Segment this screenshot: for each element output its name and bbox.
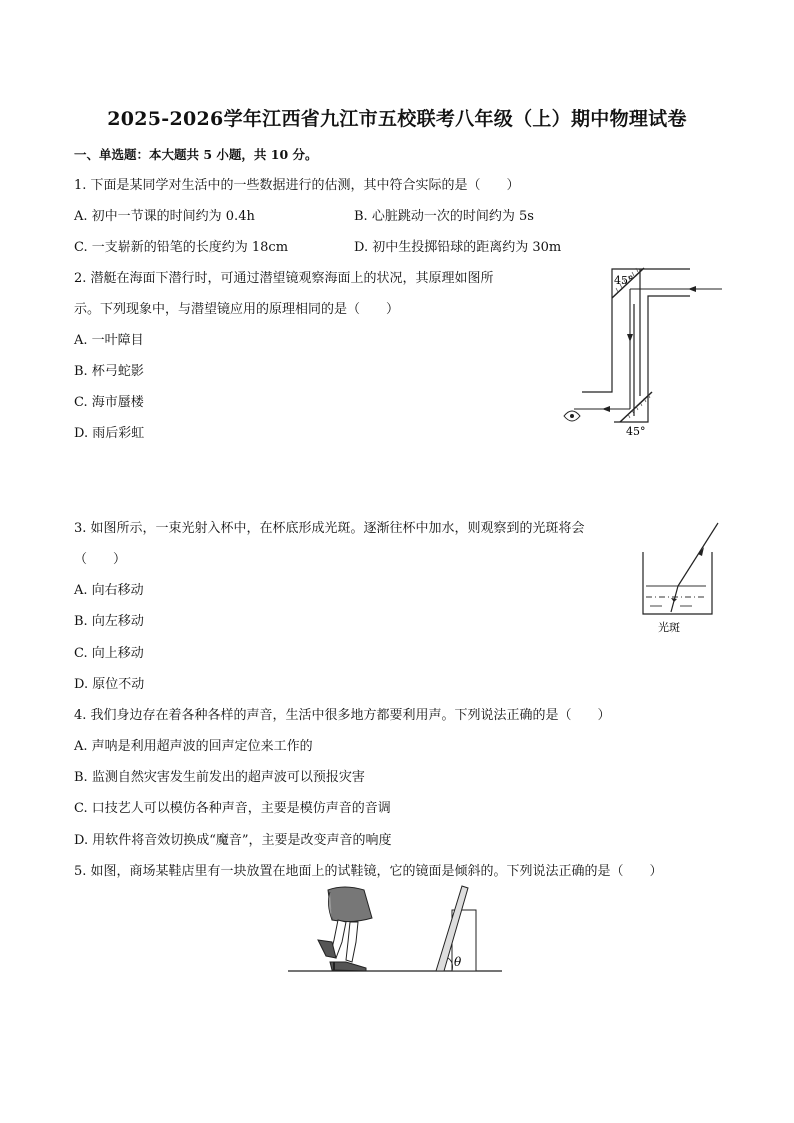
periscope-top-angle-label: 45° [614, 274, 634, 287]
question-3-option-a: A. 向右移动 [74, 583, 144, 598]
cup-light-figure [636, 518, 726, 636]
question-4-option-b: B. 监测自然灾害发生前发出的超声波可以预报灾害 [74, 770, 365, 785]
page-title: 2025-2026学年江西省九江市五校联考八年级（上）期中物理试卷 [107, 108, 687, 130]
question-3-stem-line-2: （ ） [74, 552, 127, 567]
question-2-option-d: D. 雨后彩虹 [74, 426, 145, 441]
question-1-option-b: B. 心脏跳动一次的时间约为 5s [354, 209, 534, 224]
question-3-option-d: D. 原位不动 [74, 677, 145, 692]
question-1-option-a: A. 初中一节课的时间约为 0.4h [74, 209, 255, 224]
question-3-option-b: B. 向左移动 [74, 614, 144, 629]
question-3-option-c: C. 向上移动 [74, 646, 144, 661]
question-2-stem-line-1: 2. 潜艇在海面下潜行时，可通过潜望镜观察海面上的状况，其原理如图所 [74, 271, 494, 286]
question-1-stem: 1. 下面是某同学对生活中的一些数据进行的估测，其中符合实际的是（ ） [74, 178, 520, 193]
question-2-option-b: B. 杯弓蛇影 [74, 364, 144, 379]
question-2-option-a: A. 一叶障目 [74, 333, 144, 348]
question-1-option-d: D. 初中生投掷铅球的距离约为 30m [354, 240, 562, 255]
question-1-option-c: C. 一支崭新的铅笔的长度约为 18cm [74, 240, 289, 255]
question-4-stem: 4. 我们身边存在着各种各样的声音，生活中很多地方都要利用声。下列说法正确的是（ ） [74, 708, 611, 723]
question-4-option-c: C. 口技艺人可以模仿各种声音，主要是模仿声音的音调 [74, 801, 391, 816]
section-heading: 一、单选题：本大题共 5 小题，共 10 分。 [74, 147, 318, 162]
question-4-option-a: A. 声呐是利用超声波的回声定位来工作的 [74, 739, 313, 754]
periscope-bottom-angle-label: 45° [626, 425, 646, 438]
question-4-option-d: D. 用软件将音效切换成“魔音”，主要是改变声音的响度 [74, 833, 392, 848]
shoe-mirror-figure [286, 882, 506, 978]
light-spot-label: 光斑 [658, 621, 680, 634]
question-2-option-c: C. 海市蜃楼 [74, 395, 144, 410]
question-3-stem-line-1: 3. 如图所示，一束光射入杯中，在杯底形成光斑。逐渐往杯中加水，则观察到的光斑将会 [74, 521, 585, 536]
question-2-stem-line-2: 示。下列现象中，与潜望镜应用的原理相同的是（ ） [74, 302, 400, 317]
mirror-angle-label: θ [454, 955, 462, 969]
periscope-figure [552, 264, 728, 444]
question-5-stem: 5. 如图，商场某鞋店里有一块放置在地面上的试鞋镜，它的镜面是倾斜的。下列说法正确的是（ ） [74, 864, 663, 879]
